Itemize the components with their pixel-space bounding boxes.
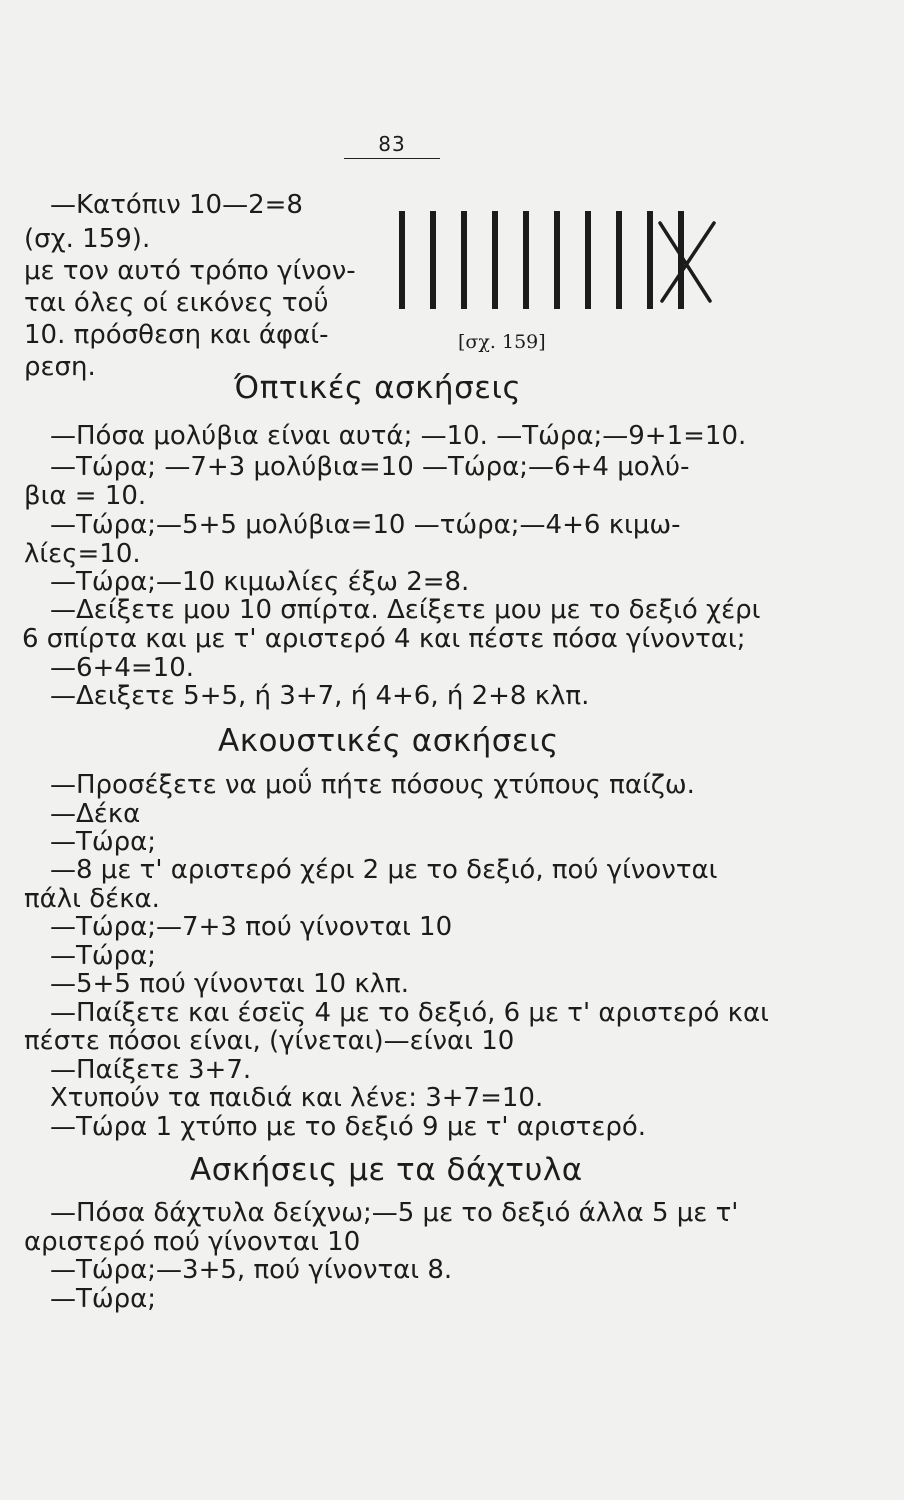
text-line: 6 σπίρτα και με τ' αριστερό 4 και πέστε πόσα γίνονται; — [22, 624, 746, 654]
text-line: —Τώρα 1 χτύπο με το δεξιό 9 με τ' αριστερό. — [50, 1112, 647, 1142]
text-line: λίες=10. — [24, 539, 141, 569]
intro-line: με τον αυτό τρόπο γίνον- — [24, 256, 356, 286]
text-line: βια = 10. — [24, 481, 147, 511]
section-heading-fingers: Ασκήσεις με τα δάχτυλα — [190, 1152, 583, 1188]
text-line: Χτυπούν τα παιδιά και λένε: 3+7=10. — [50, 1083, 544, 1113]
text-line: —6+4=10. — [50, 653, 195, 683]
text-line: —5+5 πού γίνονται 10 κλπ. — [50, 969, 409, 999]
text-line: πέστε πόσοι είναι, (γίνεται)—είναι 10 — [24, 1026, 515, 1056]
text-line: —8 με τ' αριστερό χέρι 2 με το δεξιό, πού γίνονται — [50, 855, 718, 885]
text-line: —Τώρα; —7+3 μολύβια=10 —Τώρα;—6+4 μολύ- — [50, 452, 690, 482]
text-line: —Παίξετε 3+7. — [50, 1055, 252, 1085]
intro-line: (σχ. 159). — [24, 224, 151, 254]
text-line: —Προσέξετε να μοΰ πήτε πόσους χτύπους παίζω. — [50, 770, 695, 800]
text-line: —Δείξετε μου 10 σπίρτα. Δείξετε μου με το δεξιό χέρι — [50, 595, 761, 625]
text-line: —Δειξετε 5+5, ή 3+7, ή 4+6, ή 2+8 κλπ. — [50, 681, 590, 711]
text-line: —Παίξετε και έσεϊς 4 με το δεξιό, 6 με τ' αριστερό και — [50, 998, 769, 1028]
text-line: —Τώρα;—5+5 μολύβια=10 —τώρα;—4+6 κιμω- — [50, 510, 681, 540]
figure-caption: [σχ. 159] — [458, 331, 546, 353]
section-heading-acoustic: Ακουστικές ασκήσεις — [218, 723, 559, 759]
text-line: —Τώρα; — [50, 1284, 157, 1314]
text-line: —Πόσα δάχτυλα δείχνω;—5 με το δεξιό άλλα 5 με τ' — [50, 1198, 739, 1228]
intro-line: ται όλες οί εικόνες τοΰ — [24, 288, 329, 318]
page-number: 83 — [344, 132, 440, 159]
text-line: αριστερό πού γίνονται 10 — [24, 1227, 361, 1257]
section-heading-optical: Όπτικές ασκήσεις — [234, 370, 522, 406]
intro-line: —Κατόπιν 10—2=8 — [50, 190, 303, 220]
tally-marks-icon — [392, 205, 722, 317]
text-line: —Τώρα; — [50, 941, 157, 971]
text-line: —Πόσα μολύβια είναι αυτά; —10. —Τώρα;—9+1=10. — [50, 421, 747, 451]
text-line: —Τώρα;—10 κιμωλίες έξω 2=8. — [50, 567, 470, 597]
text-line: πάλι δέκα. — [24, 884, 160, 914]
text-line: —Τώρα; — [50, 827, 157, 857]
intro-line: 10. πρόσθεση και άφαί- — [24, 320, 329, 350]
text-line: —Δέκα — [50, 799, 141, 829]
intro-line: ρεση. — [24, 352, 96, 382]
text-line: —Τώρα;—3+5, πού γίνονται 8. — [50, 1255, 453, 1285]
text-line: —Τώρα;—7+3 πού γίνονται 10 — [50, 912, 453, 942]
